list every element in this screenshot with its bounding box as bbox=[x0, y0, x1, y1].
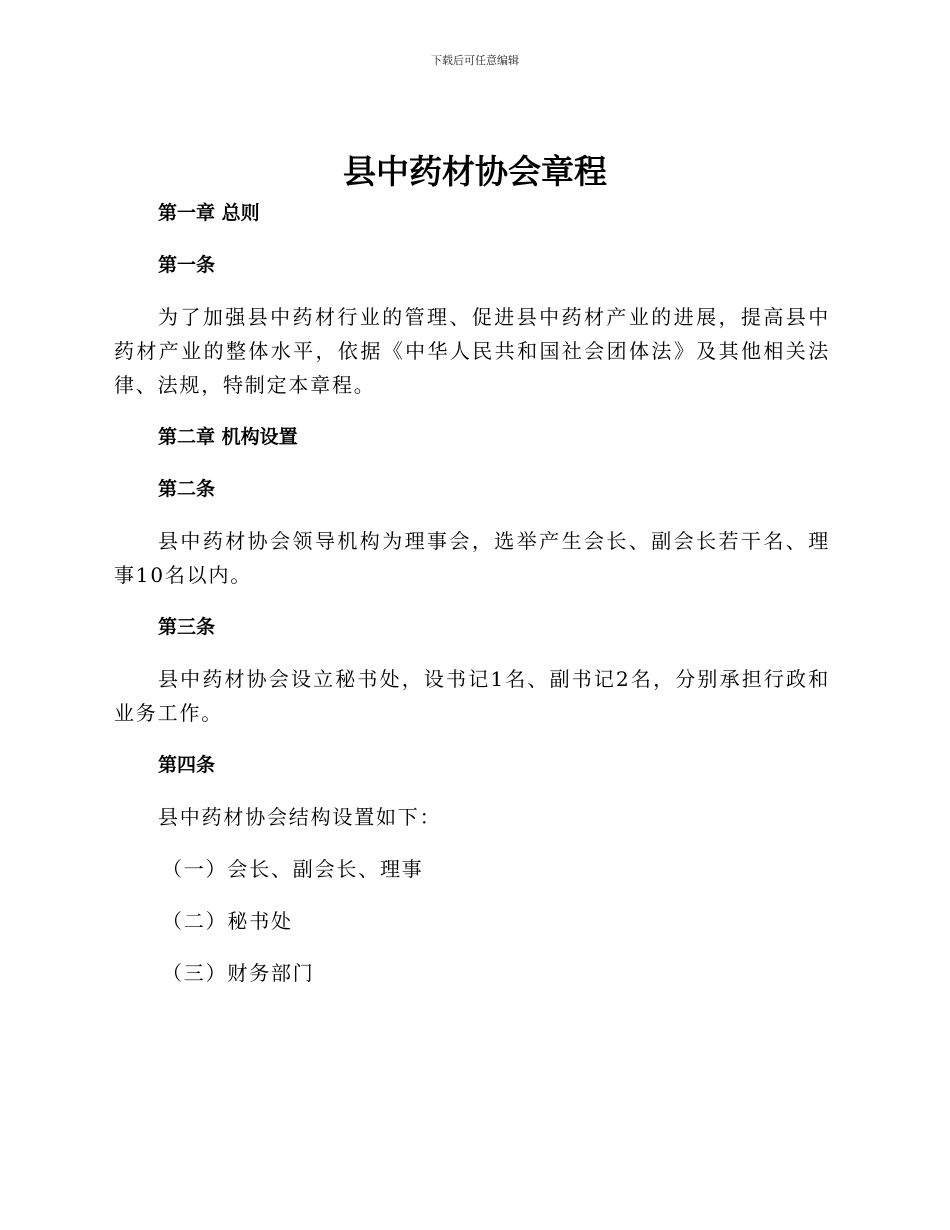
page-header-note: 下载后可任意编辑 bbox=[431, 54, 519, 67]
article-1-text: 为了加强县中药材行业的管理、促进县中药材产业的进展，提高县中药材产业的整体水平，依据《中华人民共和国社会团体法》及其他相关法律、法规，特制定本章程。 bbox=[114, 305, 830, 397]
article-4-text: 县中药材协会结构设置如下： bbox=[158, 805, 442, 829]
article-3-text: 县中药材协会设立秘书处，设书记1名、副书记2名，分别承担行政和业务工作。 bbox=[114, 667, 830, 725]
article-4-heading: 第四条 bbox=[158, 754, 216, 776]
article-1-heading: 第一条 bbox=[158, 254, 216, 276]
list-item: （三）财务部门 bbox=[162, 961, 315, 985]
list-item: （一）会长、副会长、理事 bbox=[162, 857, 424, 881]
article-2-heading: 第二条 bbox=[158, 478, 216, 500]
article-2-text: 县中药材协会领导机构为理事会，选举产生会长、副会长若干名、理事10名以内。 bbox=[114, 529, 830, 587]
document-body bbox=[114, 196, 830, 990]
article-3-heading: 第三条 bbox=[158, 616, 216, 638]
document-title: 县中药材协会章程 bbox=[343, 152, 607, 191]
chapter-1-heading: 第一章 总则 bbox=[158, 202, 260, 224]
chapter-2-heading: 第二章 机构设置 bbox=[158, 426, 298, 448]
list-item: （二）秘书处 bbox=[162, 909, 293, 933]
